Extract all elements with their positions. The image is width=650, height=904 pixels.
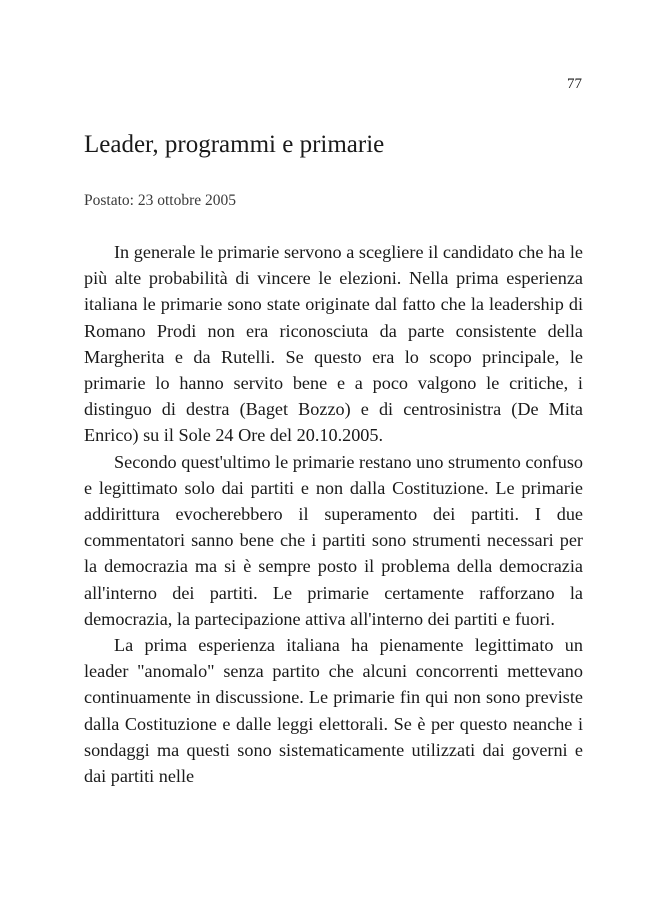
paragraph: Secondo quest'ultimo le primarie restano uno strumento confuso e legittimato solo dai partiti e non dalla Costituzione. Le primarie addirittura evocherebbero il superamento dei partiti. I due commentatori sanno bene che i partiti sono strumenti necessari per la democrazia ma si è sempre posto il problema della democrazia all'interno dei partiti. Le primarie certamente rafforzano la democrazia, la partecipazione attiva all'interno dei partiti e fuori. <box>84 451 583 629</box>
paragraph: In generale le primarie servono a scegliere il candidato che ha le più alte probabilità di vincere le elezioni. Nella prima esperienza italiana le primarie sono state originate dal fatto che la leadership di Romano Prodi non era riconosciuta da parte consistente della Margherita e da Rutelli. Se questo era lo scopo principale, le primarie lo hanno servito bene e a poco valgono le critiche, i distinguo di destra (Baget Bozzo) e di centrosinistra (De Mita Enrico) su il Sole 24 Ore del 20.10.2005. <box>84 242 583 446</box>
page-number: 77 <box>567 76 582 92</box>
article-title: Leader, programmi e primarie <box>84 131 385 158</box>
paragraph: La prima esperienza italiana ha pienamente legittimato un leader "anomalo" senza partito che alcuni concorrenti mettevano continuamente in discussione. Le primarie fin qui non sono previste dalla Costituzione e dalle leggi elettorali. Se è per questo neanche i sondaggi ma questi sono sistematicamente utilizzati dai governi e dai partiti nelle <box>84 635 583 787</box>
article-body <box>84 239 583 789</box>
posted-date: Postato: 23 ottobre 2005 <box>84 192 236 209</box>
